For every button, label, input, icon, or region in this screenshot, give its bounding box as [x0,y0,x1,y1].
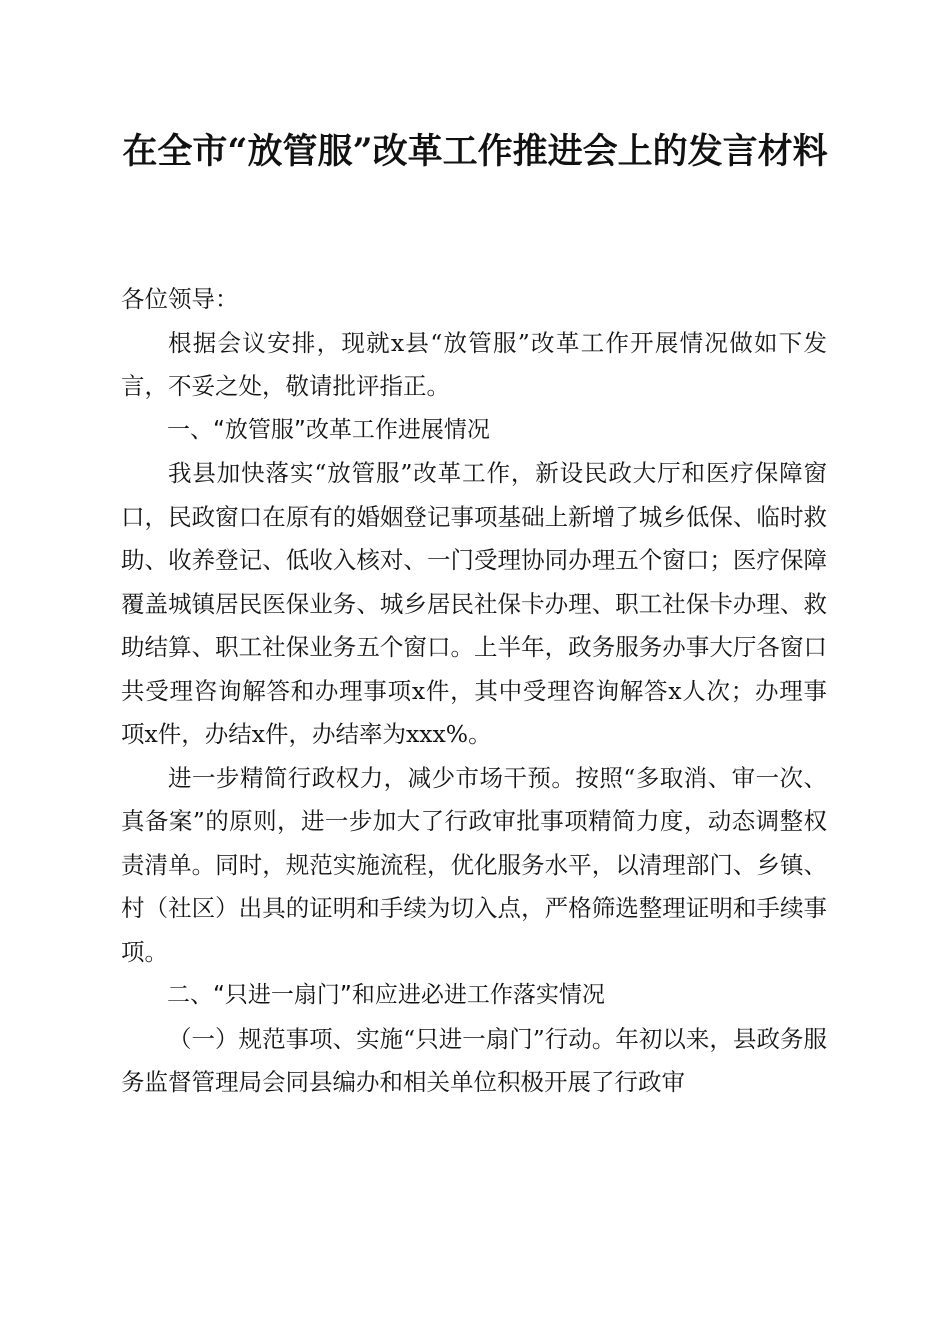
intro-paragraph: 根据会议安排，现就x县“放管服”改革工作开展情况做如下发言，不妥之处，敬请批评指正。 [121,328,827,400]
section-1-paragraph-1: 我县加快落实“放管服”改革工作，新设民政大厅和医疗保障窗口，民政窗口在原有的婚姻登记事项基础上新增了城乡低保、临时救助、收养登记、低收入核对、一门受理协同办理五个窗口；医疗保障覆盖城镇居民医保业务、城乡居民社保卡办理、职工社保卡办理、救助结算、职工社保业务五个窗口。上半年，政务服务办事大厅各窗口共受理咨询解答和办理事项x件，其中受理咨询解答x人次；办理事项x件，办结x件，办结率为xxx%。 [121,459,827,748]
section-1-paragraph-2: 进一步精简行政权力，减少市场干预。按照“多取消、审一次、真备案”的原则，进一步加大了行政审批事项精简力度，动态调整权责清单。同时，规范实施流程，优化服务水平，以清理部门、乡镇、村（社区）出具的证明和手续为切入点，严格筛选整理证明和手续事项。 [121,763,827,966]
salutation: 各位领导： [121,285,239,313]
document-title: 在全市“放管服”改革工作推进会上的发言材料 [122,131,828,172]
section-1-heading: 一、“放管服”改革工作进展情况 [167,416,490,443]
section-2-heading: 二、“只进一扇门”和应进必进工作落实情况 [167,982,605,1008]
document-body [121,278,827,1105]
section-2-paragraph-1: （一）规范事项、实施“只进一扇门”行动。年初以来，县政务服务监督管理局会同县编办和相关单位积极开展了行政审 [121,1024,827,1096]
